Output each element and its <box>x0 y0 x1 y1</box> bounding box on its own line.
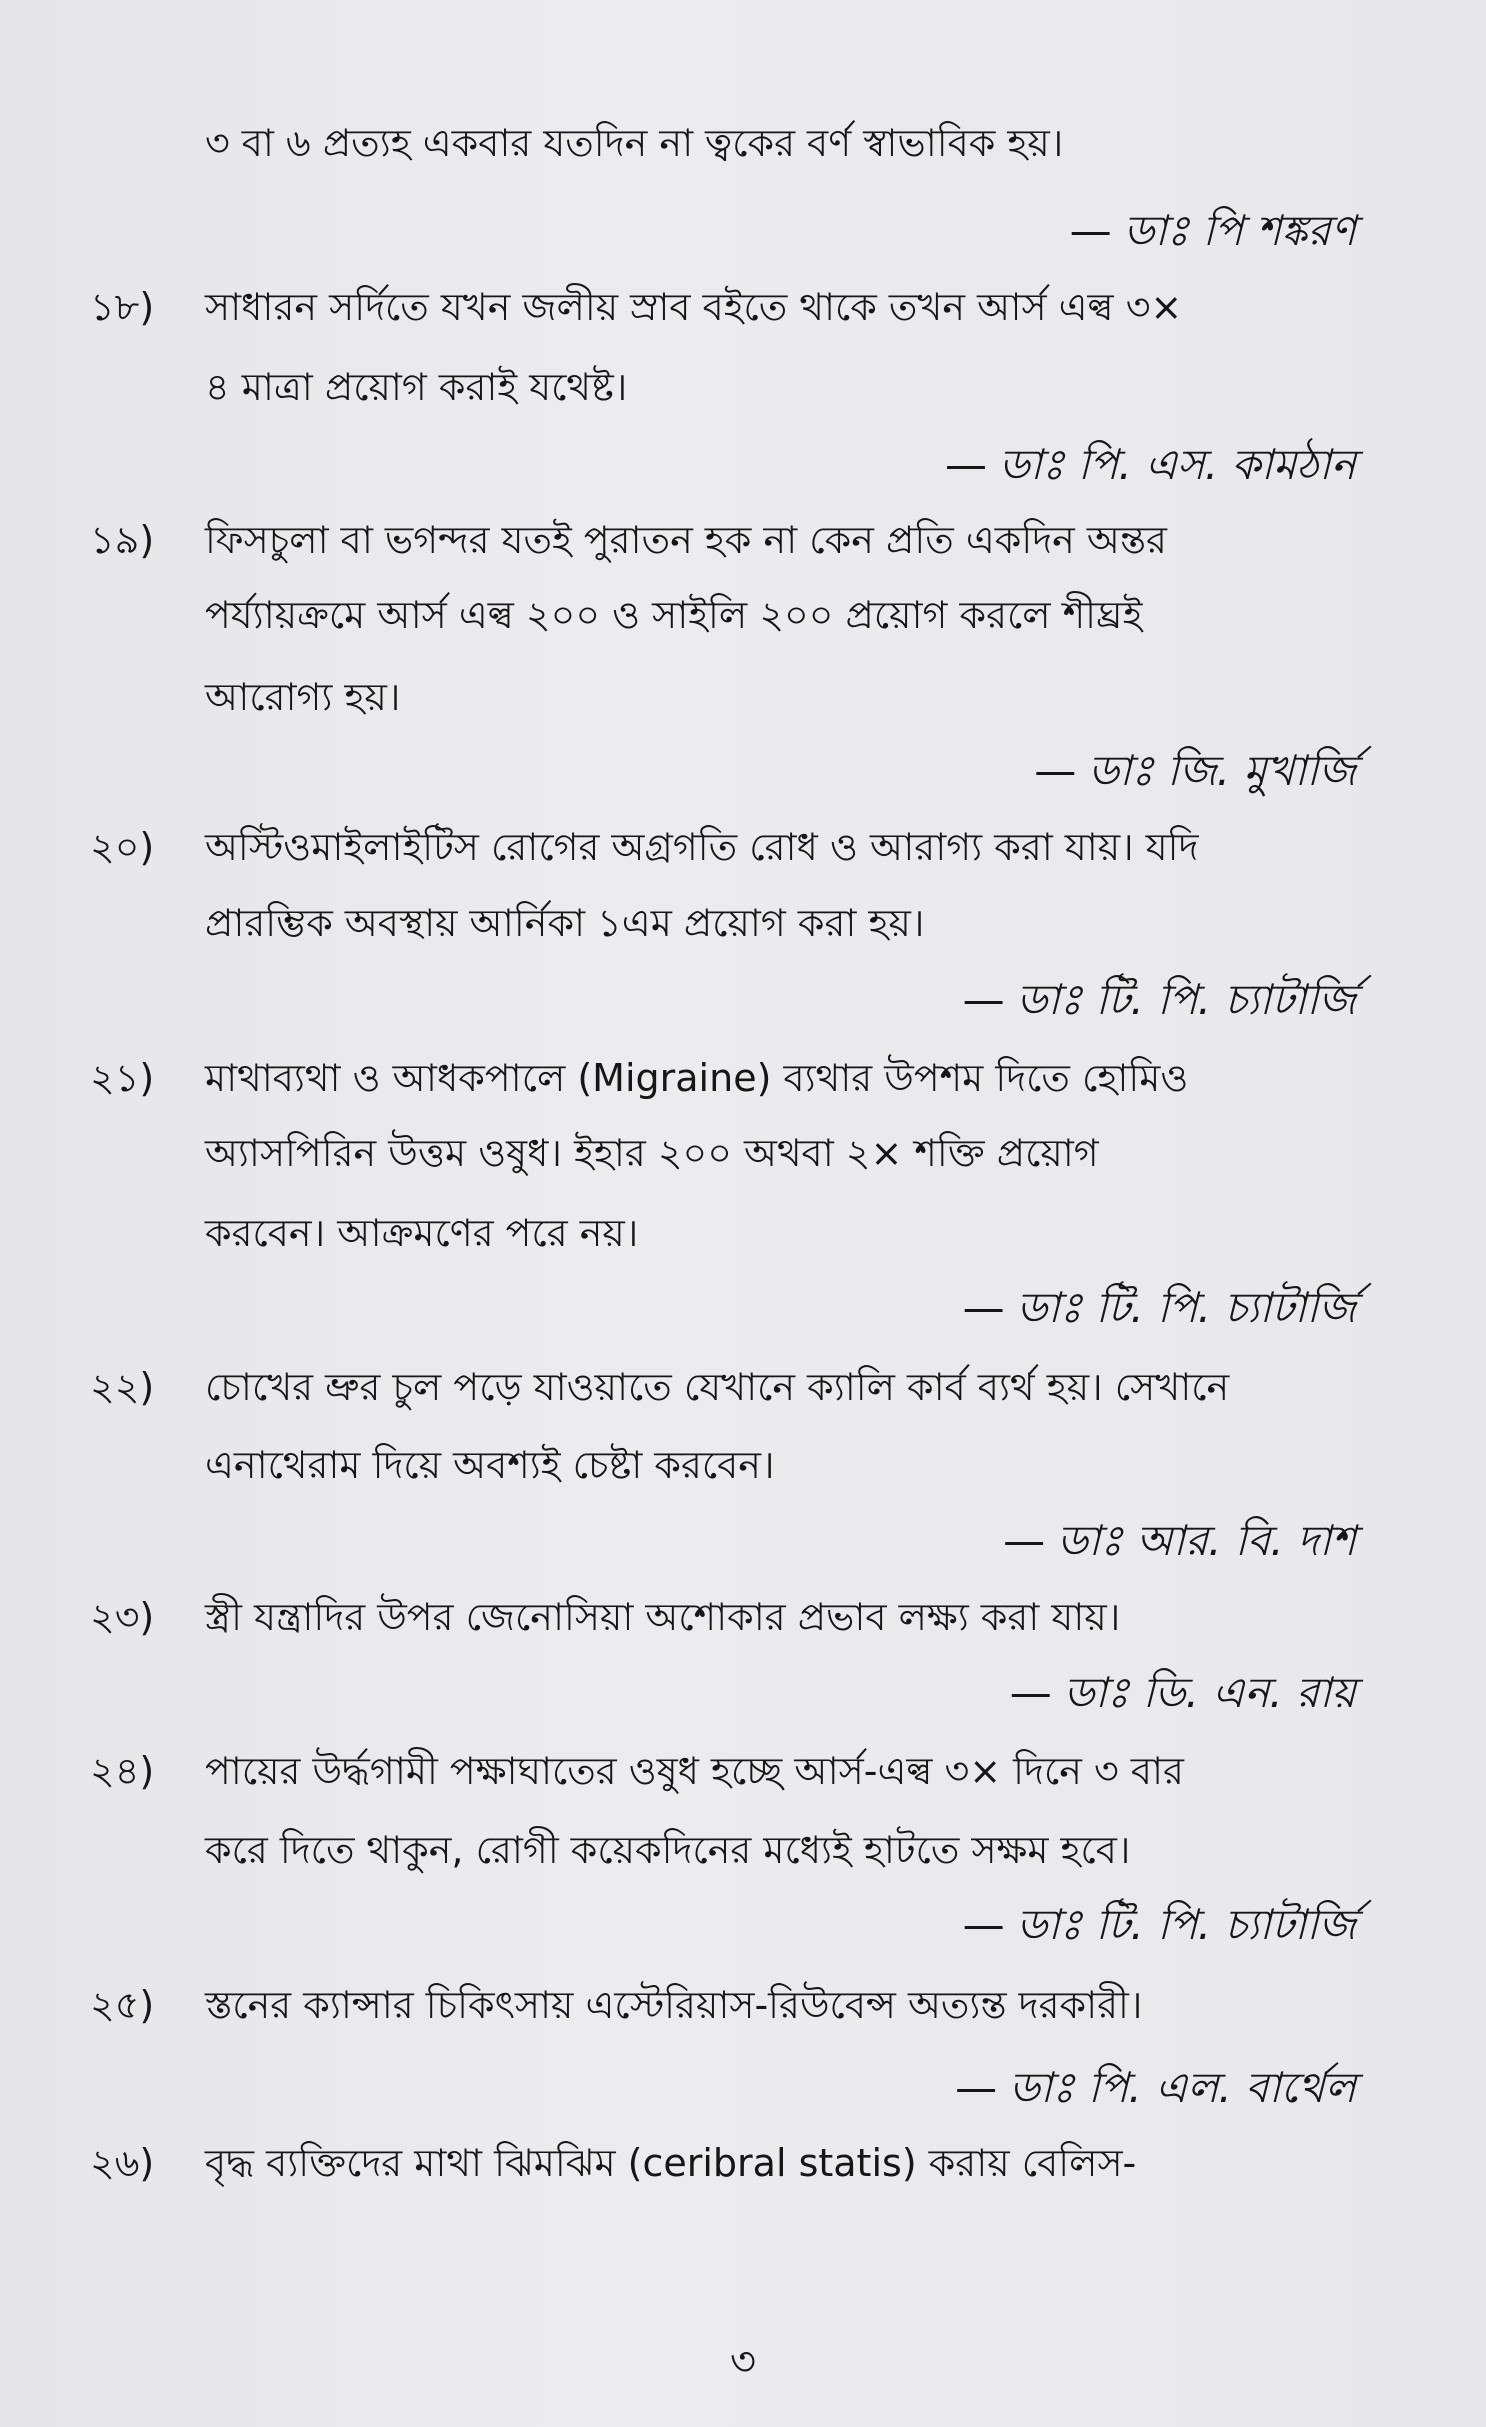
entry-line: অ্যাসপিরিন উত্তম ওষুধ। ইহার ২০০ অথবা ২× শক্তি প্রয়োগ <box>205 1131 1099 1175</box>
entry-line: বৃদ্ধ ব্যক্তিদের মাথা ঝিমঝিম (ceribral statis) করায় বেলিস- <box>205 2141 1137 2185</box>
entry-line: পর্য্যায়ক্রমে আর্স এল্ব ২০০ ও সাইলি ২০০ প্রয়োগ করলে শীঘ্রই <box>205 593 1143 637</box>
author-attribution: — ডাঃ টি. পি. চ্যাটার্জি <box>962 1283 1356 1332</box>
entry-line: চোখের ভ্রুর চুল পড়ে যাওয়াতে যেখানে ক্যালি কার্ব ব্যর্থ হয়। সেখানে <box>205 1365 1230 1409</box>
entry-number: ১৮) <box>90 285 155 329</box>
entry-line: ফিসচুলা বা ভগন্দর যতই পুরাতন হক না কেন প্রতি একদিন অন্তর <box>205 518 1167 562</box>
entry-line: প্রারম্ভিক অবস্থায় আর্নিকা ১এম প্রয়োগ করা হয়। <box>205 901 925 945</box>
page-number: ৩ <box>729 2339 756 2385</box>
entry-line: করে দিতে থাকুন, রোগী কয়েকদিনের মধ্যেই হাটতে সক্ষম হবে। <box>205 1828 1131 1872</box>
entry-line: স্তনের ক্যান্সার চিকিৎসায় এস্টেরিয়াস-রিউবেন্স অত্যন্ত দরকারী। <box>205 1983 1143 2027</box>
entry-number: ২৩) <box>90 1595 155 1639</box>
author-attribution: — ডাঃ টি. পি. চ্যাটার্জি <box>962 975 1356 1024</box>
entry-line: পায়ের উর্দ্ধগামী পক্ষাঘাতের ওষুধ হচ্ছে আর্স-এল্ব ৩× দিনে ৩ বার <box>205 1749 1184 1793</box>
entry-number: ২৫) <box>90 1983 155 2027</box>
entry-line: করবেন। আক্রমণের পরে নয়। <box>205 1211 639 1255</box>
author-attribution: — ডাঃ পি. এল. বার্থেল <box>955 2063 1356 2112</box>
entry-line: ৪ মাত্রা প্রয়োগ করাই যথেষ্ট। <box>205 365 628 409</box>
entry-line: এনাথেরাম দিয়ে অবশ্যই চেষ্টা করবেন। <box>205 1443 775 1487</box>
entry-number: ২০) <box>90 825 155 869</box>
entry-number: ২২) <box>90 1365 155 1409</box>
entry-number: ১৯) <box>90 518 155 562</box>
entry-line: ৩ বা ৬ প্রত্যহ একবার যতদিন না ত্বকের বর্ণ স্বাভাবিক হয়। <box>205 121 1064 165</box>
author-attribution: — ডাঃ টি. পি. চ্যাটার্জি <box>962 1900 1356 1949</box>
entry-line: অস্টিওমাইলাইটিস রোগের অগ্রগতি রোধ ও আরাগ্য করা যায়। যদি <box>205 825 1199 869</box>
entry-line: মাথাব্যথা ও আধকপালে (Migraine) ব্যথার উপশম দিতে হোমিও <box>205 1056 1189 1100</box>
author-attribution: — ডাঃ ডি. এন. রায় <box>1009 1668 1356 1717</box>
entry-line: আরোগ্য হয়। <box>205 675 401 719</box>
entry-line: স্ত্রী যন্ত্রাদির উপর জেনোসিয়া অশোকার প্রভাব লক্ষ্য করা যায়। <box>205 1595 1121 1639</box>
entry-number: ২৪) <box>90 1749 155 1793</box>
entry-number: ২১) <box>90 1056 155 1100</box>
entry-number: ২৬) <box>90 2141 155 2185</box>
author-attribution: — ডাঃ জি. মুখার্জি <box>1034 746 1356 795</box>
author-attribution: — ডাঃ পি. এস. কামঠান <box>944 440 1356 489</box>
author-attribution: — ডাঃ আর. বি. দাশ <box>1003 1516 1356 1565</box>
entry-line: সাধারন সর্দিতে যখন জলীয় স্রাব বইতে থাকে তখন আর্স এল্ব ৩× <box>205 285 1183 329</box>
author-attribution: — ডাঃ পি শঙ্করণ <box>1069 206 1356 255</box>
